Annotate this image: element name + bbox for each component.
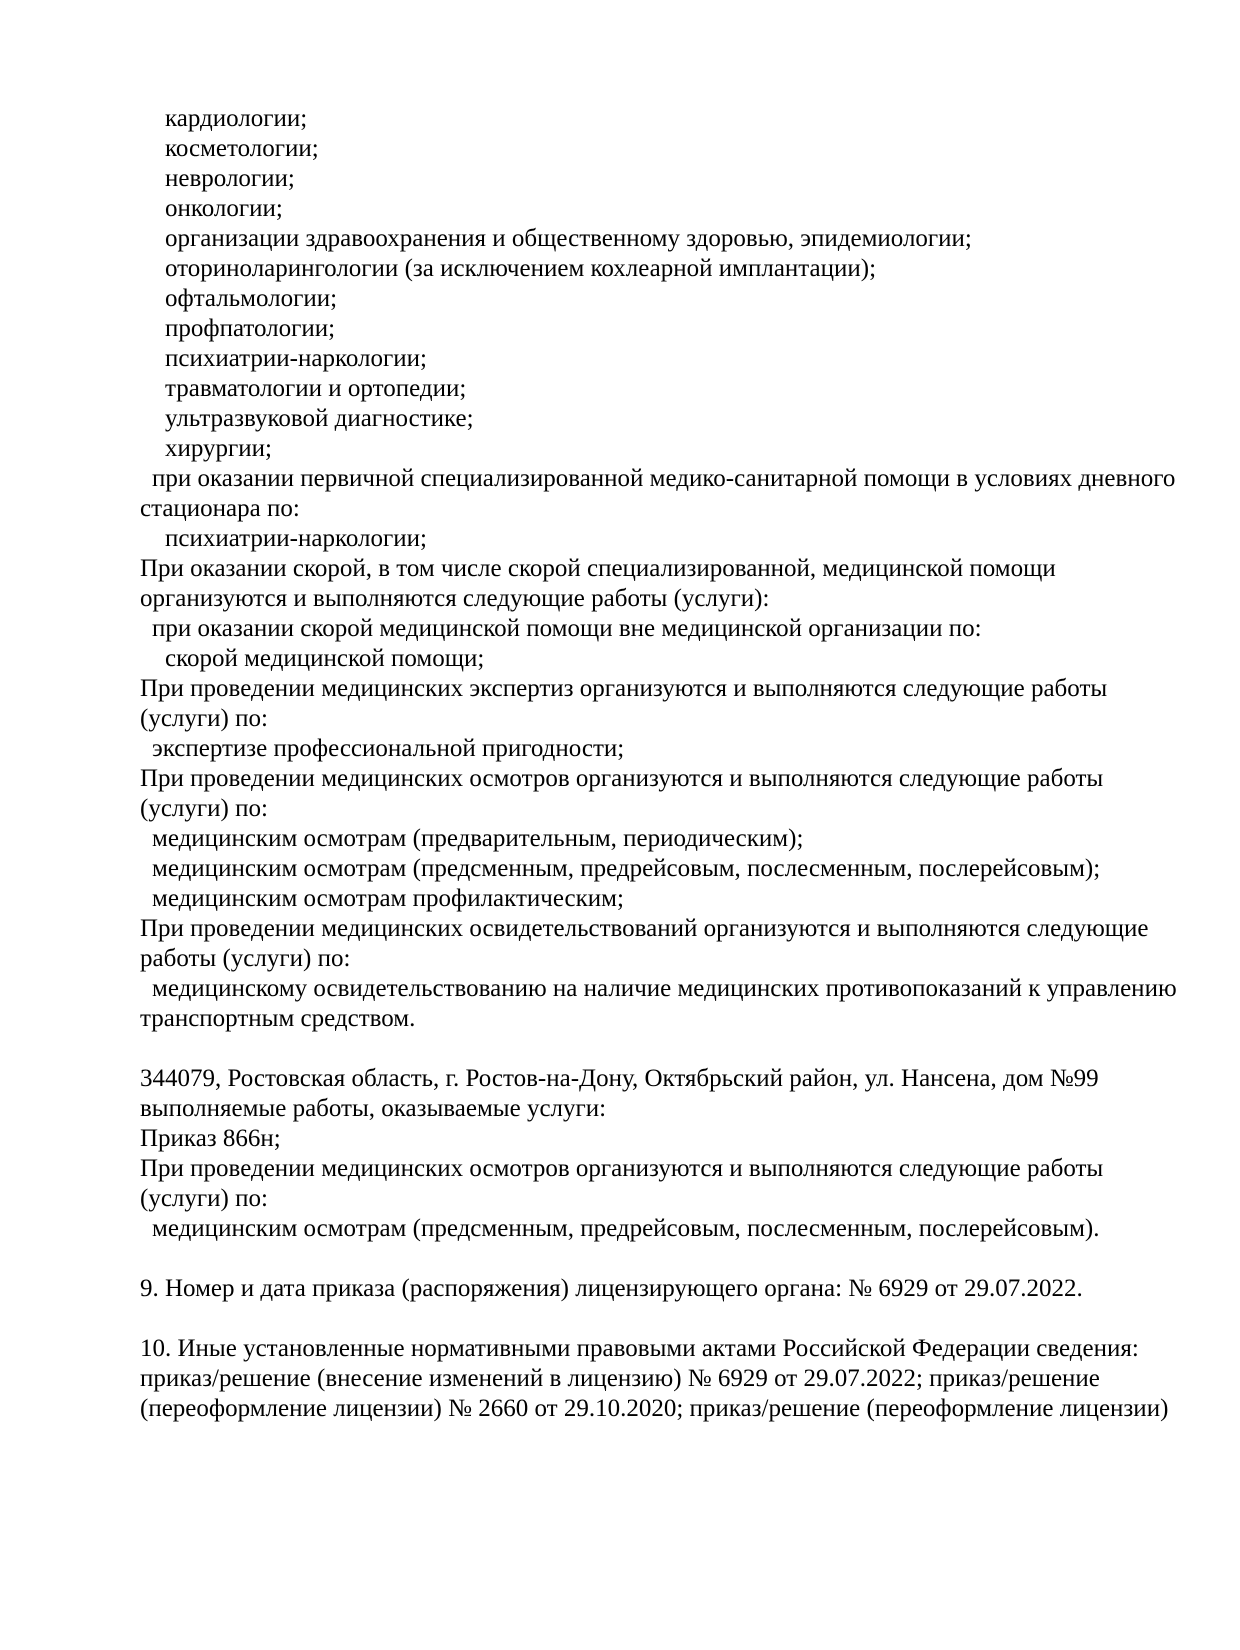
document-line: офтальмологии; [165, 285, 338, 312]
document-line: выполняемые работы, оказываемые услуги: [140, 1095, 607, 1122]
document-line: Приказ 866н; [140, 1125, 281, 1152]
document-line: (услуги) по: [140, 1185, 268, 1212]
document-line: 10. Иные установленные нормативными правовыми актами Российской Федерации сведения: [140, 1335, 1139, 1362]
document-line: хирургии; [165, 435, 273, 462]
document-line: профпатологии; [165, 315, 336, 342]
document-line: медицинскому освидетельствованию на наличие медицинских противопоказаний к управлению [152, 975, 1177, 1002]
document-line: (услуги) по: [140, 795, 268, 822]
document-line: экспертизе профессиональной пригодности; [152, 735, 625, 762]
document-line: при оказании скорой медицинской помощи вне медицинской организации по: [152, 615, 982, 642]
document-line: При проведении медицинских освидетельствований организуются и выполняются следующие [140, 915, 1149, 942]
document-line: организации здравоохранения и общественному здоровью, эпидемиологии; [165, 225, 972, 252]
document-line: неврологии; [165, 165, 295, 192]
document-line: При проведении медицинских осмотров организуются и выполняются следующие работы [140, 1155, 1104, 1182]
document-line: травматологии и ортопедии; [165, 375, 467, 402]
document-line: ультразвуковой диагностике; [165, 405, 474, 432]
document-line: транспортным средством. [140, 1005, 416, 1032]
document-line: медицинским осмотрам (предварительным, периодическим); [152, 825, 804, 852]
document-line: оториноларингологии (за исключением кохлеарной имплантации); [165, 255, 877, 282]
document-line: стационара по: [140, 495, 300, 522]
blank-line [140, 1034, 1185, 1064]
document-line: (услуги) по: [140, 705, 268, 732]
document-line: кардиологии; [165, 105, 308, 132]
document-line: организуются и выполняются следующие работы (услуги): [140, 585, 770, 612]
document-line: медицинским осмотрам (предсменным, предрейсовым, послесменным, послерейсовым); [152, 855, 1101, 882]
document-line: скорой медицинской помощи; [165, 645, 485, 672]
document-line: медицинским осмотрам профилактическим; [152, 885, 624, 912]
document-line: косметологии; [165, 135, 319, 162]
document-line: онкологии; [165, 195, 283, 222]
document-line: психиатрии-наркологии; [165, 345, 427, 372]
document-line: психиатрии-наркологии; [165, 525, 427, 552]
document-line: (переоформление лицензии) № 2660 от 29.10.2020; приказ/решение (переоформление лицензии) [140, 1395, 1169, 1422]
document-line: медицинским осмотрам (предсменным, предрейсовым, послесменным, послерейсовым). [152, 1215, 1100, 1242]
document-line: 344079, Ростовская область, г. Ростов-на-Дону, Октябрьский район, ул. Нансена, дом №99 [140, 1065, 1099, 1092]
document-line: 9. Номер и дата приказа (распоряжения) лицензирующего органа: № 6929 от 29.07.2022. [140, 1275, 1083, 1302]
document-line: При проведении медицинских экспертиз организуются и выполняются следующие работы [140, 675, 1108, 702]
document-line: При проведении медицинских осмотров организуются и выполняются следующие работы [140, 765, 1104, 792]
blank-line [140, 1244, 1185, 1274]
document-line: при оказании первичной специализированной медико-санитарной помощи в условиях дневного [152, 465, 1176, 492]
document-line: приказ/решение (внесение изменений в лицензию) № 6929 от 29.07.2022; приказ/решение [140, 1365, 1100, 1392]
document-line: работы (услуги) по: [140, 945, 351, 972]
document-body [140, 104, 1185, 1424]
document-line: При оказании скорой, в том числе скорой специализированной, медицинской помощи [140, 555, 1056, 582]
blank-line [140, 1304, 1185, 1334]
